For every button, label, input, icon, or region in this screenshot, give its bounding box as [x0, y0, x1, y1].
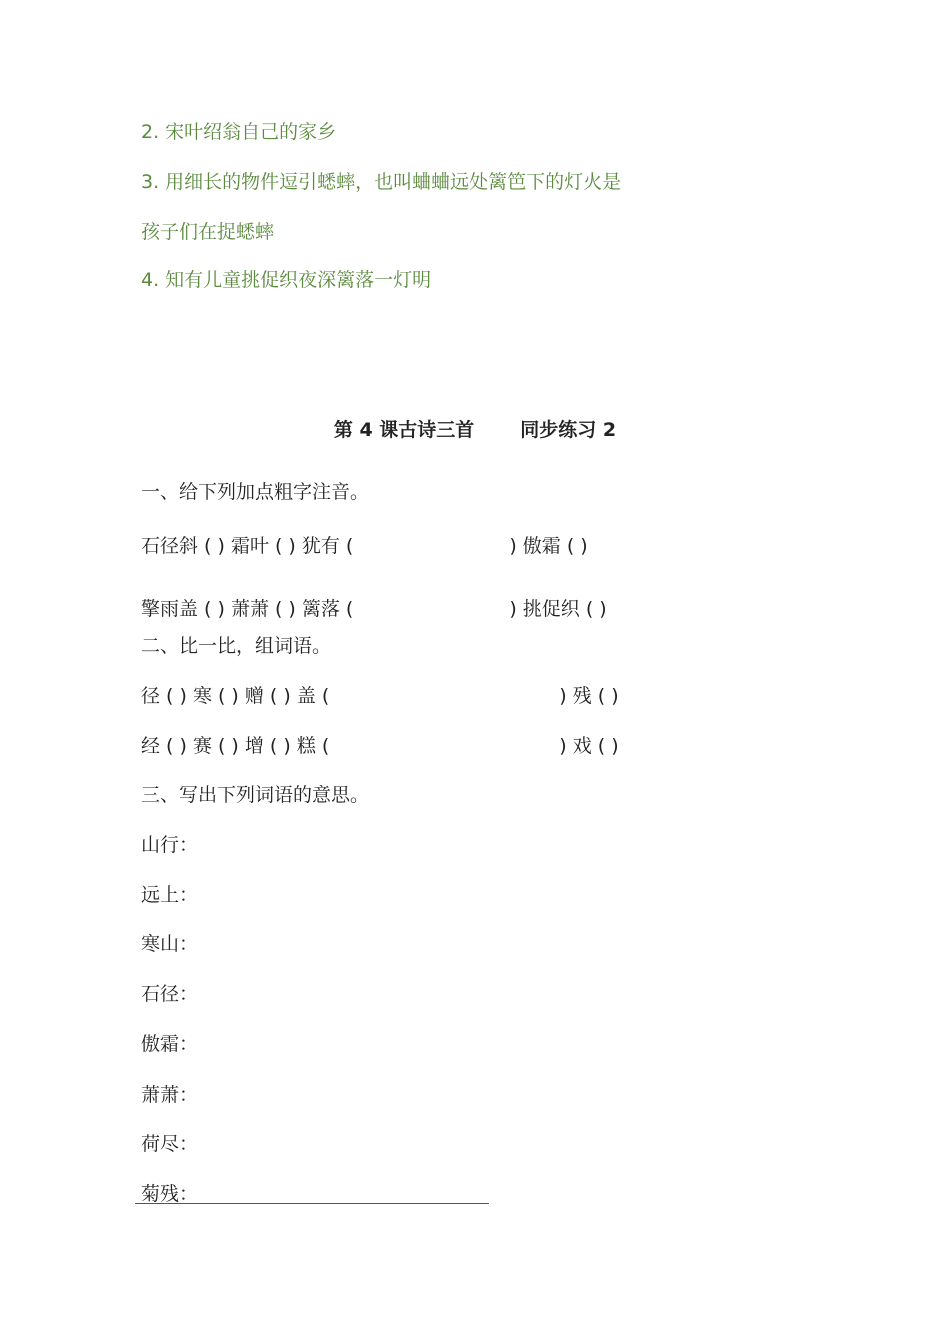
section-1-row-1-right: ) 傲霜 ( )	[509, 535, 588, 557]
lesson-title-part-2: 同步练习 2	[520, 419, 617, 441]
answer-item-3-line-1: 3. 用细长的物件逗引蟋蟀，也叫蛐蛐远处篱笆下的灯火是	[141, 171, 622, 193]
term-line: 寒山：	[141, 933, 199, 955]
section-1-row-2-left: 擎雨盖 ( ) 萧萧 ( ) 篱落 (	[141, 598, 354, 620]
section-2-row-2	[141, 734, 619, 758]
section-1-row-2-right: ) 挑促织 ( )	[509, 598, 607, 620]
term-line: 远上：	[141, 884, 199, 906]
footer-divider	[135, 1203, 489, 1204]
section-2-row-2-left: 经 ( ) 赛 ( ) 增 ( ) 糕 (	[141, 735, 330, 757]
section-2-row-1-left: 径 ( ) 寒 ( ) 赠 ( ) 盖 (	[141, 685, 330, 707]
term-line: 菊残：	[141, 1183, 199, 1205]
term-line: 山行：	[141, 834, 199, 856]
term-line: 石径：	[141, 983, 199, 1005]
term-line: 萧萧：	[141, 1084, 199, 1106]
term-line: 傲霜：	[141, 1033, 199, 1055]
lesson-title	[0, 418, 950, 442]
section-2-row-1-right: ) 残 ( )	[559, 685, 619, 707]
lesson-title-part-1: 第 4 课古诗三首	[333, 419, 475, 441]
section-2-row-2-right: ) 戏 ( )	[559, 735, 619, 757]
section-2-heading: 二、比一比，组词语。	[141, 635, 332, 657]
section-3-heading: 三、写出下列词语的意思。	[141, 784, 370, 806]
section-1-row-2	[141, 597, 607, 621]
answer-item-2: 2. 宋叶绍翁自己的家乡	[141, 121, 337, 143]
answer-item-4: 4. 知有儿童挑促织夜深篱落一灯明	[141, 269, 432, 291]
term-line: 荷尽：	[141, 1133, 199, 1155]
section-1-heading: 一、给下列加点粗字注音。	[141, 481, 370, 503]
section-1-row-1-left: 石径斜 ( ) 霜叶 ( ) 犹有 (	[141, 535, 354, 557]
section-1-row-1	[141, 534, 588, 558]
answer-item-3-line-2: 孩子们在捉蟋蟀	[141, 221, 275, 243]
section-2-row-1	[141, 684, 619, 708]
